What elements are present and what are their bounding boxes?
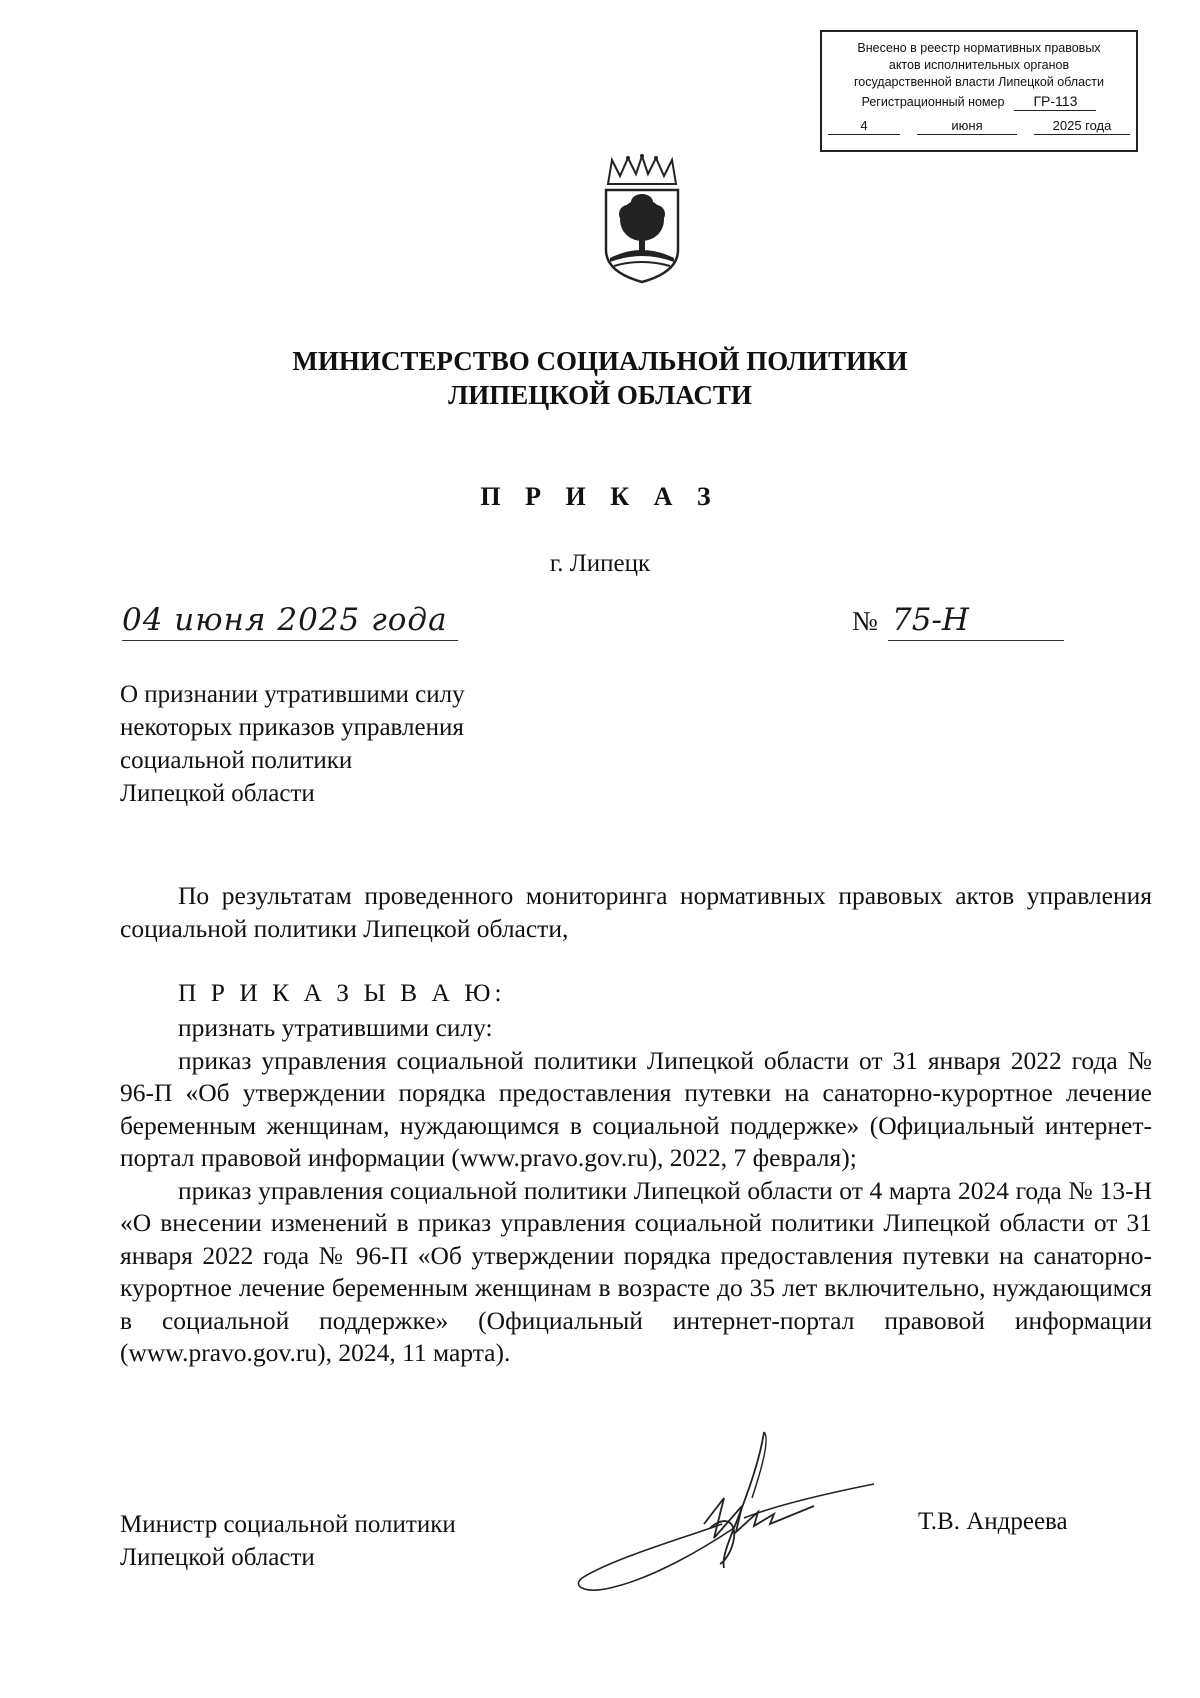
registry-stamp [820,30,1138,152]
signer-name: Т.В. Андреева [918,1508,1068,1535]
stamp-reg-number: ГР-113 [1014,93,1096,111]
stamp-month: июня [917,117,1017,135]
order-items [120,1012,1152,1370]
ministry-name-line-1: МИНИСТЕРСТВО СОЦИАЛЬНОЙ ПОЛИТИКИ [292,346,908,376]
signer-position-line-2: Липецкой области [120,1544,315,1571]
signer-position-line-1: Министр социальной политики [120,1511,456,1538]
document-city: г. Липецк [549,550,651,577]
order-item-2: приказ управления социальной политики Липецкой области от 4 марта 2024 года № 13-Н «О внесении изменений в приказ управления социальной политики Липецкой области от 31 января 2022 года № 96-П «Об утверждении порядка предоставления путевки на санаторно-курортное лечение беременным женщинам в возрасте до 35 лет включительно, нуждающимся в социальной поддержке» (Официальный интернет-портал правовой информации (www.pravo.gov.ru), 2024, 11 марта). [120,1175,1152,1367]
order-word: П Р И К А З Ы В А Ю: [178,978,506,1007]
stamp-day: 4 [828,117,900,135]
ministry-name [0,344,1200,412]
document-type-title: П Р И К А З [480,482,720,511]
subject-line-3: социальной политики [120,747,353,774]
order-item-1: приказ управления социальной политики Липецкой области от 31 января 2022 года № 96-П «Об утверждении порядка предоставления путевки на санаторно-курортное лечение беременным женщинам, нуждающимся в социальной поддержке» (Официальный интернет-портал правовой информации (www.pravo.gov.ru), 2022, 7 февраля); [120,1045,1152,1172]
stamp-line-1: Внесено в реестр нормативных правовых [857,41,1101,55]
intro-paragraph: По результатам проведенного мониторинга нормативных правовых актов управления социальной политики Липецкой области, [120,881,1152,943]
document-subject [120,678,560,810]
subject-line-4: Липецкой области [120,780,315,807]
stamp-line-3: государственной власти Липецкой области [853,75,1105,89]
stamp-date-row [822,117,1136,135]
stamp-year: 2025 года [1034,117,1130,135]
subject-line-1: О признании утратившими силу [120,681,465,708]
handwritten-number: 75-Н [888,600,1064,641]
subject-line-2: некоторых приказов управления [120,714,464,741]
stamp-registration-row [822,93,1136,111]
stamp-reg-label: Регистрационный номер [861,95,1005,109]
order-item-lead: признать утратившими силу: [178,1013,493,1042]
handwritten-date: 04 июня 2025 года [122,600,458,641]
lipetsk-coat-of-arms-icon [598,154,686,286]
ministry-name-line-2: ЛИПЕЦКОЙ ОБЛАСТИ [448,380,752,410]
stamp-line-2: актов исполнительных органов [888,58,1070,72]
signer-position [120,1508,456,1574]
number-label: № [852,606,878,636]
signature-icon [574,1428,884,1598]
